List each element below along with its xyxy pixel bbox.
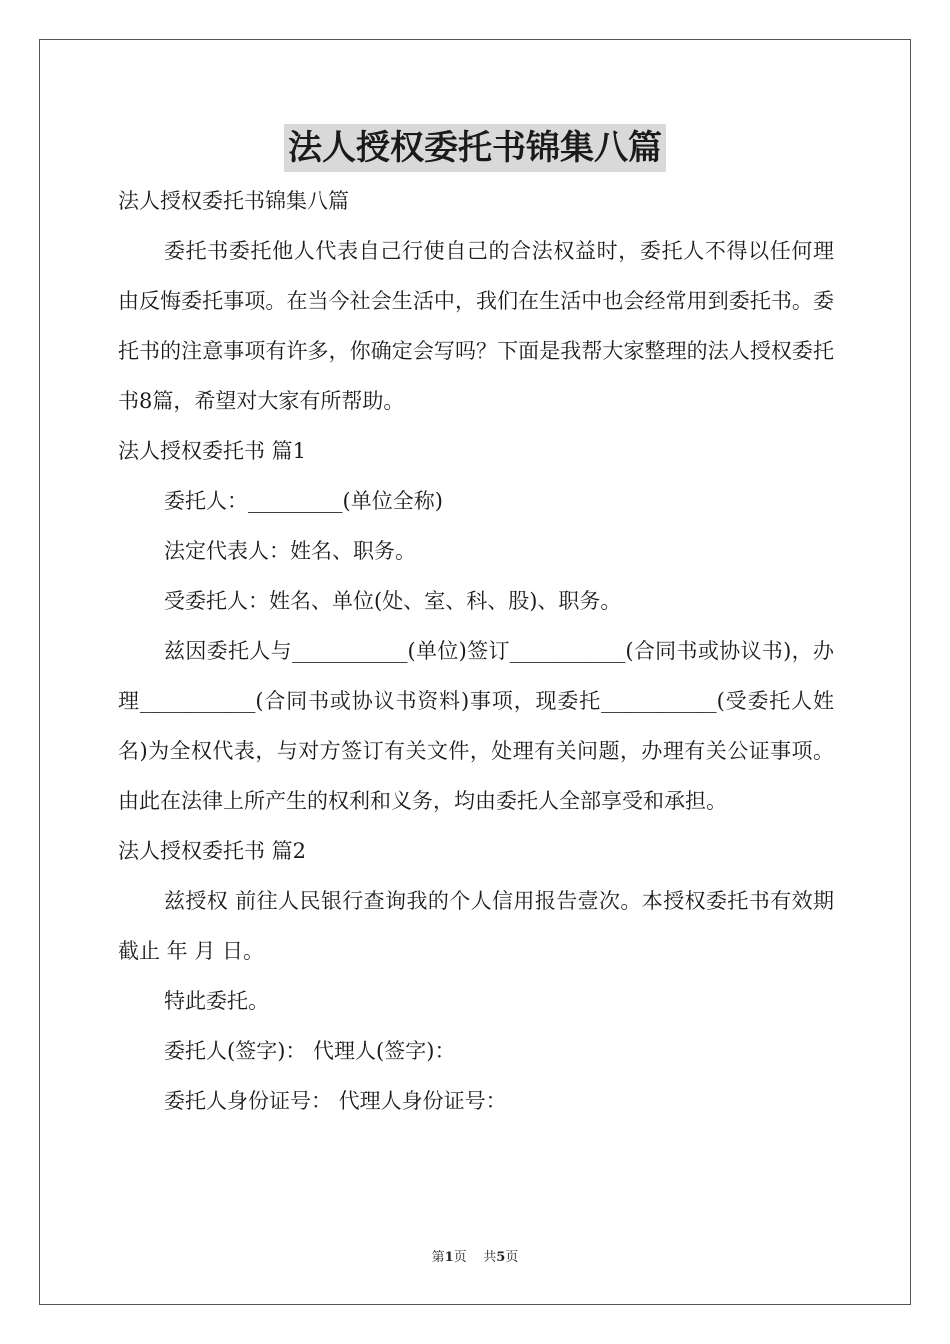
footer-total-suffix: 页 xyxy=(505,1250,519,1265)
paragraph: 特此委托。 xyxy=(164,989,269,1013)
paragraph: 委托人身份证号： 代理人身份证号： xyxy=(164,1089,507,1113)
paragraph: 兹授权 前往人民银行查询我的个人信用报告壹次。本授权委托书有效期截止 年 月 日。 xyxy=(118,889,834,963)
footer-page-total: 5 xyxy=(496,1250,506,1265)
footer-page-suffix: 页 xyxy=(453,1250,467,1265)
paragraph: 委托人(签字)： 代理人(签字)： xyxy=(164,1039,456,1063)
page-footer xyxy=(0,1246,950,1265)
document-body xyxy=(118,176,834,1126)
paragraph: 法定代表人：姓名、职务。 xyxy=(164,539,416,563)
footer-total-prefix: 共 xyxy=(483,1250,497,1265)
paragraph: 兹因委托人与___________(单位)签订___________(合同书或协议书)，办理___________(合同书或协议书资料)事项，现委托___________(受委托人姓名)为全权代表，与对方签订有关文件，处理有关问题，办理有关公证事项。由此在法律上所产生的权利和义务，均由委托人全部享受和承担。 xyxy=(118,639,834,813)
footer-page-current: 1 xyxy=(444,1250,454,1265)
paragraph: 委托人：_________(单位全称) xyxy=(164,489,443,513)
section-heading: 法人授权委托书 篇1 xyxy=(118,439,307,463)
section-heading: 法人授权委托书 篇2 xyxy=(118,839,307,863)
paragraph: 受委托人：姓名、单位(处、室、科、股)、职务。 xyxy=(164,589,622,613)
paragraph: 委托书委托他人代表自己行使自己的合法权益时，委托人不得以任何理由反悔委托事项。在当今社会生活中，我们在生活中也会经常用到委托书。委托书的注意事项有许多，你确定会写吗？下面是我帮大家整理的法人授权委托书8篇，希望对大家有所帮助。 xyxy=(118,239,834,413)
paragraph: 法人授权委托书锦集八篇 xyxy=(118,189,349,213)
title-container xyxy=(0,124,950,172)
document-title: 法人授权委托书锦集八篇 xyxy=(284,124,666,172)
footer-page-prefix: 第 xyxy=(431,1250,445,1265)
